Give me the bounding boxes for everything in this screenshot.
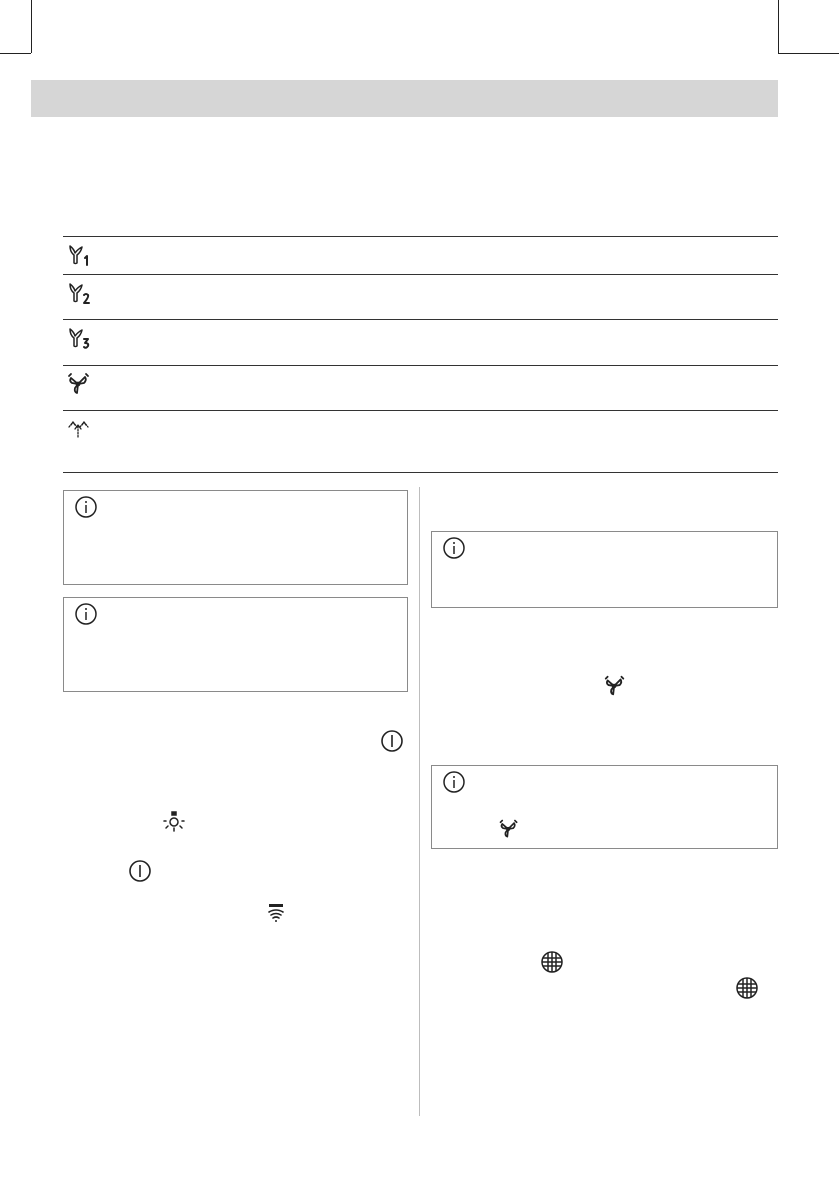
table-row xyxy=(63,275,778,320)
filter-grid-icon xyxy=(735,976,759,1000)
crop-mark-right-v xyxy=(778,0,779,53)
filter-grid-icon xyxy=(540,950,564,974)
crop-mark-left xyxy=(0,53,31,54)
fan-speed-1-icon xyxy=(66,243,92,267)
fan-boost-icon xyxy=(603,674,627,698)
power-icon xyxy=(128,859,152,883)
table-row xyxy=(63,366,778,411)
power-icon xyxy=(380,729,404,753)
info-icon xyxy=(442,536,466,560)
column-divider xyxy=(419,487,420,1116)
info-note xyxy=(63,490,408,585)
info-icon xyxy=(442,770,466,794)
info-icon xyxy=(74,495,98,519)
fan-boost-icon xyxy=(498,818,520,840)
fan-speed-2-icon xyxy=(66,281,92,305)
table-row xyxy=(63,237,778,275)
hob2hood-icon xyxy=(265,902,287,924)
info-note xyxy=(431,531,778,608)
section-heading-bar xyxy=(31,80,778,117)
fan-speed-table xyxy=(63,236,778,473)
fan-speed-3-icon xyxy=(66,326,92,350)
fan-boost-icon xyxy=(66,372,92,396)
breeze-function-icon xyxy=(66,417,92,441)
crop-mark-right-h xyxy=(778,53,839,54)
table-row xyxy=(63,411,778,473)
info-icon xyxy=(74,602,98,626)
info-note xyxy=(431,765,778,849)
crop-mark-top xyxy=(31,0,32,53)
info-note xyxy=(63,597,408,692)
light-icon xyxy=(162,811,186,835)
table-row xyxy=(63,320,778,366)
